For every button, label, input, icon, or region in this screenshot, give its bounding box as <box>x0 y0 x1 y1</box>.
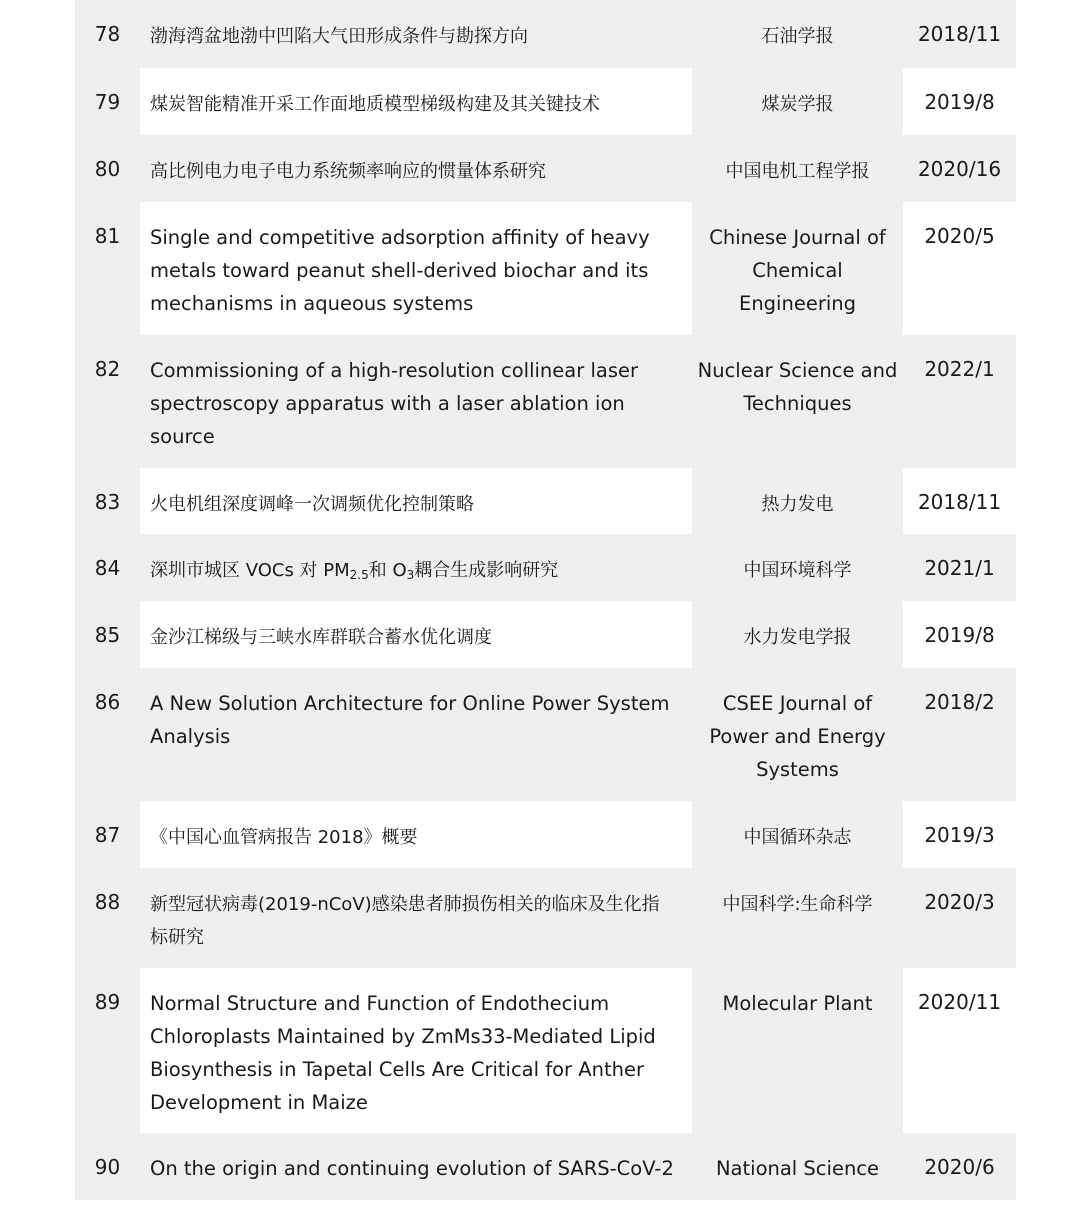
paper-title: Normal Structure and Function of Endothecium Chloroplasts Maintained by ZmMs33-Mediated Lipid Biosynthesis in Tapetal Cells Are Critical for Anther Development in Maize <box>140 968 692 1133</box>
paper-title: 《中国心血管病报告 2018》概要 <box>140 801 692 868</box>
paper-title: 渤海湾盆地渤中凹陷大气田形成条件与勘探方向 <box>150 26 528 47</box>
row-number: 87 <box>94 823 121 847</box>
paper-title: A New Solution Architecture for Online Power System Analysis <box>150 692 670 748</box>
journal-name: 煤炭学报 <box>761 94 834 115</box>
table-row <box>75 801 1016 868</box>
publication-date: 2020/5 <box>903 202 1016 335</box>
table-row <box>75 1133 1016 1200</box>
publication-date: 2018/11 <box>903 468 1016 534</box>
publication-date: 2020/6 <box>924 1155 995 1179</box>
row-number: 85 <box>94 623 121 647</box>
publication-date: 2021/1 <box>924 556 995 580</box>
journal-name: 石油学报 <box>761 26 834 47</box>
row-number: 86 <box>94 690 121 714</box>
paper-title: Commissioning of a high-resolution collinear laser spectroscopy apparatus with a laser ablation ion source <box>150 359 638 448</box>
journal-name: Molecular Plant <box>722 992 873 1015</box>
table-row <box>75 668 1016 801</box>
paper-title: 煤炭智能精准开采工作面地质模型梯级构建及其关键技术 <box>140 68 692 135</box>
publication-date: 2020/11 <box>903 968 1016 1133</box>
row-number: 84 <box>94 556 121 580</box>
publication-date: 2019/3 <box>903 801 1016 868</box>
row-number: 89 <box>94 990 121 1014</box>
journal-name: 中国循环杂志 <box>743 827 852 848</box>
row-number: 90 <box>94 1155 121 1179</box>
publication-date: 2018/2 <box>924 690 995 714</box>
row-number: 80 <box>94 157 121 181</box>
publication-date: 2020/3 <box>924 890 995 914</box>
subscript: 3 <box>406 568 415 582</box>
journal-name: Chinese Journal of Chemical Engineering <box>709 226 886 315</box>
subscript: 2.5 <box>349 568 369 582</box>
row-number: 83 <box>94 490 121 514</box>
row-number: 78 <box>94 22 121 46</box>
journal-name: 中国环境科学 <box>743 560 852 581</box>
row-number: 88 <box>94 890 121 914</box>
paper-title: 火电机组深度调峰一次调频优化控制策略 <box>140 468 692 534</box>
table-row <box>75 601 1016 668</box>
title-text: 和 O <box>368 560 407 581</box>
row-number: 81 <box>94 224 121 248</box>
publication-date: 2022/1 <box>924 357 995 381</box>
table-row <box>75 468 1016 534</box>
row-number: 79 <box>94 90 121 114</box>
table-row <box>75 0 1016 68</box>
journal-name: 水力发电学报 <box>743 627 852 648</box>
table-row <box>75 68 1016 135</box>
table-row <box>75 868 1016 968</box>
paper-title <box>140 534 692 601</box>
paper-title: 新型冠状病毒(2019-nCoV)感染患者肺损伤相关的临床及生化指标研究 <box>150 894 660 948</box>
table-row <box>75 135 1016 202</box>
journal-name: 中国电机工程学报 <box>725 161 870 182</box>
paper-title: 金沙江梯级与三峡水库群联合蓄水优化调度 <box>140 601 692 668</box>
table-row <box>75 335 1016 468</box>
publication-table <box>75 0 1016 1200</box>
paper-title: 高比例电力电子电力系统频率响应的惯量体系研究 <box>150 161 546 182</box>
publication-date: 2019/8 <box>903 601 1016 668</box>
journal-name: Nuclear Science and Techniques <box>697 359 898 415</box>
publication-date: 2019/8 <box>903 68 1016 135</box>
row-number: 82 <box>94 357 121 381</box>
paper-title: On the origin and continuing evolution of SARS-CoV-2 <box>150 1157 674 1180</box>
publication-date: 2018/11 <box>917 22 1002 46</box>
table-row <box>75 202 1016 335</box>
table-row <box>75 534 1016 601</box>
title-text: 深圳市城区 VOCs 对 PM <box>150 560 350 581</box>
publication-date: 2020/16 <box>917 157 1002 181</box>
table-row <box>75 968 1016 1133</box>
journal-name: 热力发电 <box>761 494 834 515</box>
journal-name: 中国科学:生命科学 <box>722 894 873 915</box>
journal-name: CSEE Journal of Power and Energy Systems <box>709 692 886 781</box>
paper-title: Single and competitive adsorption affinity of heavy metals toward peanut shell-derived biochar and its mechanisms in aqueous systems <box>140 202 692 335</box>
journal-name: National Science <box>715 1157 880 1180</box>
title-text: 耦合生成影响研究 <box>414 560 559 581</box>
